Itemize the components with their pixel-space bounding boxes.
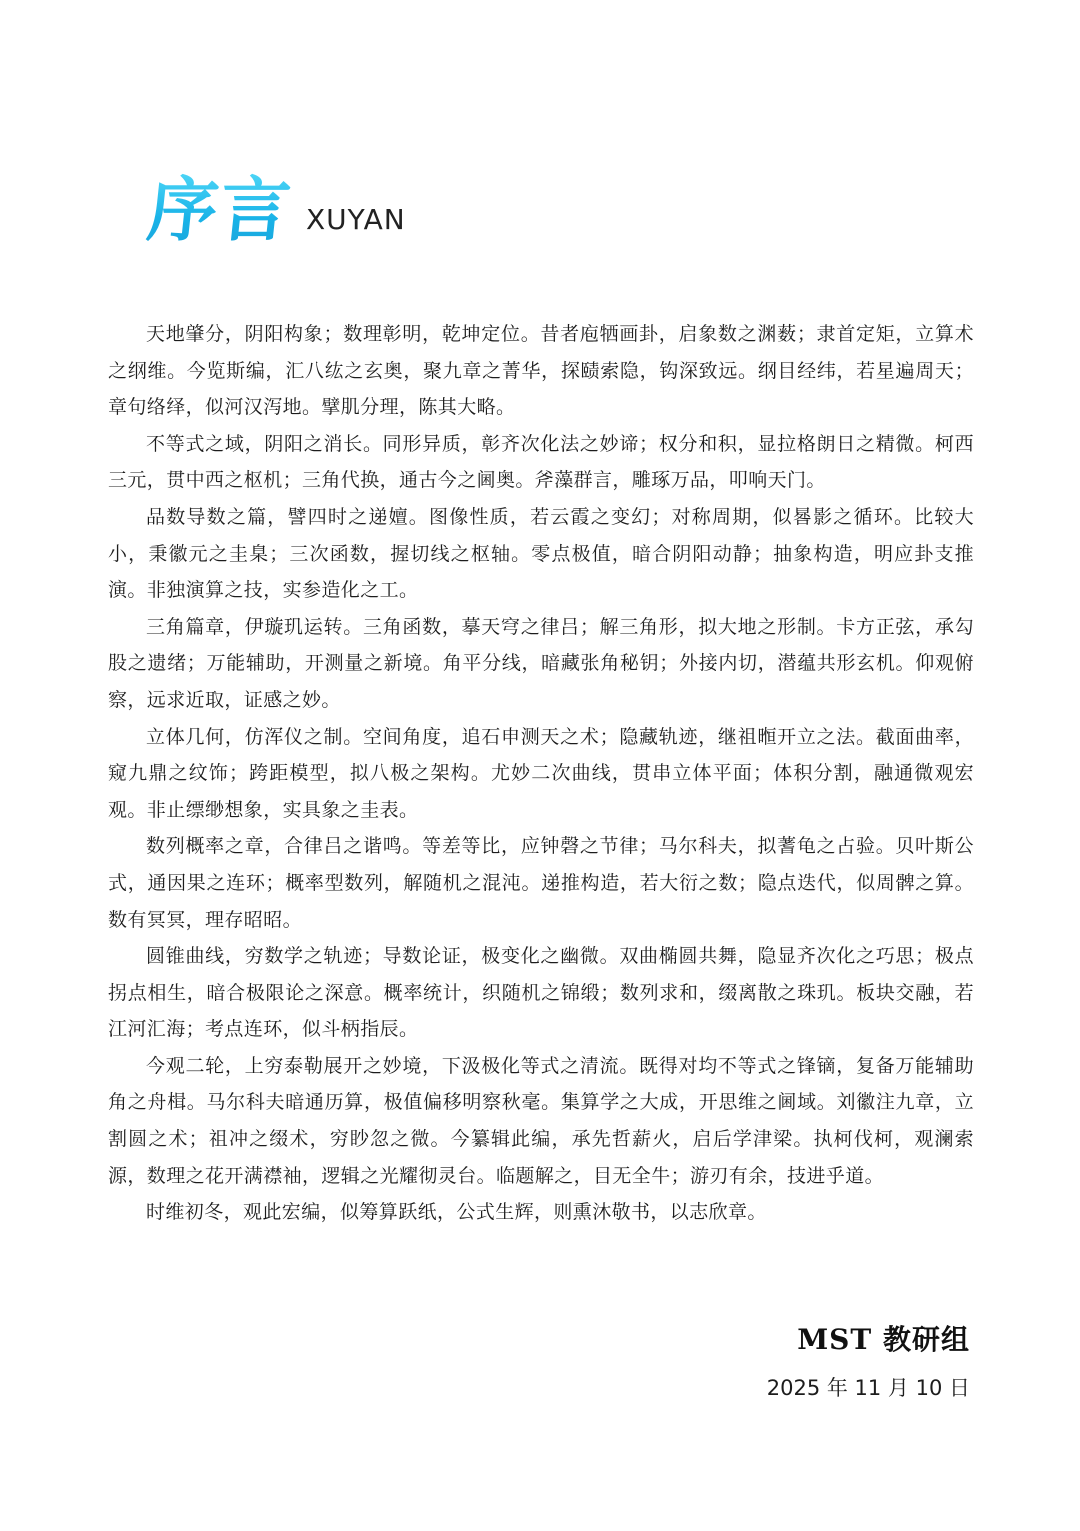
title-block bbox=[143, 160, 406, 251]
paragraph-3: 品数导数之篇，譬四时之递嬗。图像性质，若云霞之变幻；对称周期，似晷影之循环。比较大小，秉徽元之圭臬；三次函数，握切线之枢轴。零点极值，暗合阴阳动静；抽象构造，明应卦支推演。非独演算之技，实参造化之工。 bbox=[108, 505, 974, 602]
signature-date: 2025 年 11 月 10 日 bbox=[766, 1376, 970, 1400]
signature-block bbox=[767, 1320, 970, 1406]
paragraph-9: 时维初冬，观此宏编，似筹算跃纸，公式生辉，则熏沐敬书，以志欣章。 bbox=[146, 1201, 767, 1224]
paragraph-7: 圆锥曲线，穷数学之轨迹；导数论证，极变化之幽微。双曲椭圆共舞，隐显齐次化之巧思；极点拐点相生，暗合极限论之深意。概率统计，织随机之锦缎；数列求和，缀离散之珠玑。板块交融，若江河汇海；考点连环，似斗柄指辰。 bbox=[108, 945, 974, 1041]
signature-org: MST 教研组 bbox=[797, 1323, 970, 1356]
page-title-pinyin: XUYAN bbox=[306, 203, 406, 236]
page-title: 序言 bbox=[143, 169, 297, 251]
preface-body bbox=[108, 316, 974, 1231]
paragraph-4: 三角篇章，伊璇玑运转。三角函数，摹天穹之律吕；解三角形，拟大地之形制。卡方正弦，承勾股之遗绪；万能辅助，开测量之新境。角平分线，暗藏张角秘钥；外接内切，潜蕴共形玄机。仰观俯察，远求近取，证感之妙。 bbox=[108, 615, 974, 711]
paragraph-2: 不等式之域，阴阳之消长。同形异质，彰齐次化法之妙谛；权分和积，显拉格朗日之精微。柯西三元，贯中西之枢机；三角代换，通古今之阃奥。斧藻群言，雕琢万品，叩响天门。 bbox=[108, 432, 974, 492]
paragraph-5: 立体几何，仿浑仪之制。空间角度，追石申测天之术；隐藏轨迹，继祖暅开立之法。截面曲率，窥九鼎之纹饰；跨距模型，拟八极之架构。尤妙二次曲线，贯串立体平面；体积分割，融通微观宏观。非止缥缈想象，实具象之圭表。 bbox=[108, 725, 974, 821]
paragraph-1: 天地肇分，阴阳构象；数理彰明，乾坤定位。昔者庖牺画卦，启象数之渊薮；隶首定矩，立算术之纲维。今览斯编，汇八纮之玄奥，聚九章之菁华，探赜索隐，钩深致远。纲目经纬，若星遍周天；章句络绎，似河汉泻地。擘肌分理，陈其大略。 bbox=[108, 323, 974, 419]
paragraph-8: 今观二轮，上穷泰勒展开之妙境，下汲极化等式之清流。既得对均不等式之锋镝，复备万能辅助角之舟楫。马尔科夫暗通历算，极值偏移明察秋毫。集算学之大成，开思维之阃域。刘徽注九章，立割圆之术；祖冲之缀术，穷眇忽之微。今纂辑此编，承先哲薪火，启后学津梁。执柯伐柯，观澜索源，数理之花开满襟袖，逻辑之光耀彻灵台。临题解之，目无全牛；游刃有余，技进乎道。 bbox=[108, 1054, 974, 1187]
paragraph-6: 数列概率之章，合律吕之谐鸣。等差等比，应钟磬之节律；马尔科夫，拟蓍龟之占验。贝叶斯公式，通因果之连环；概率型数列，解随机之混沌。递推构造，若大衍之数；隐点迭代，似周髀之算。数有冥冥，理存昭昭。 bbox=[108, 835, 974, 931]
